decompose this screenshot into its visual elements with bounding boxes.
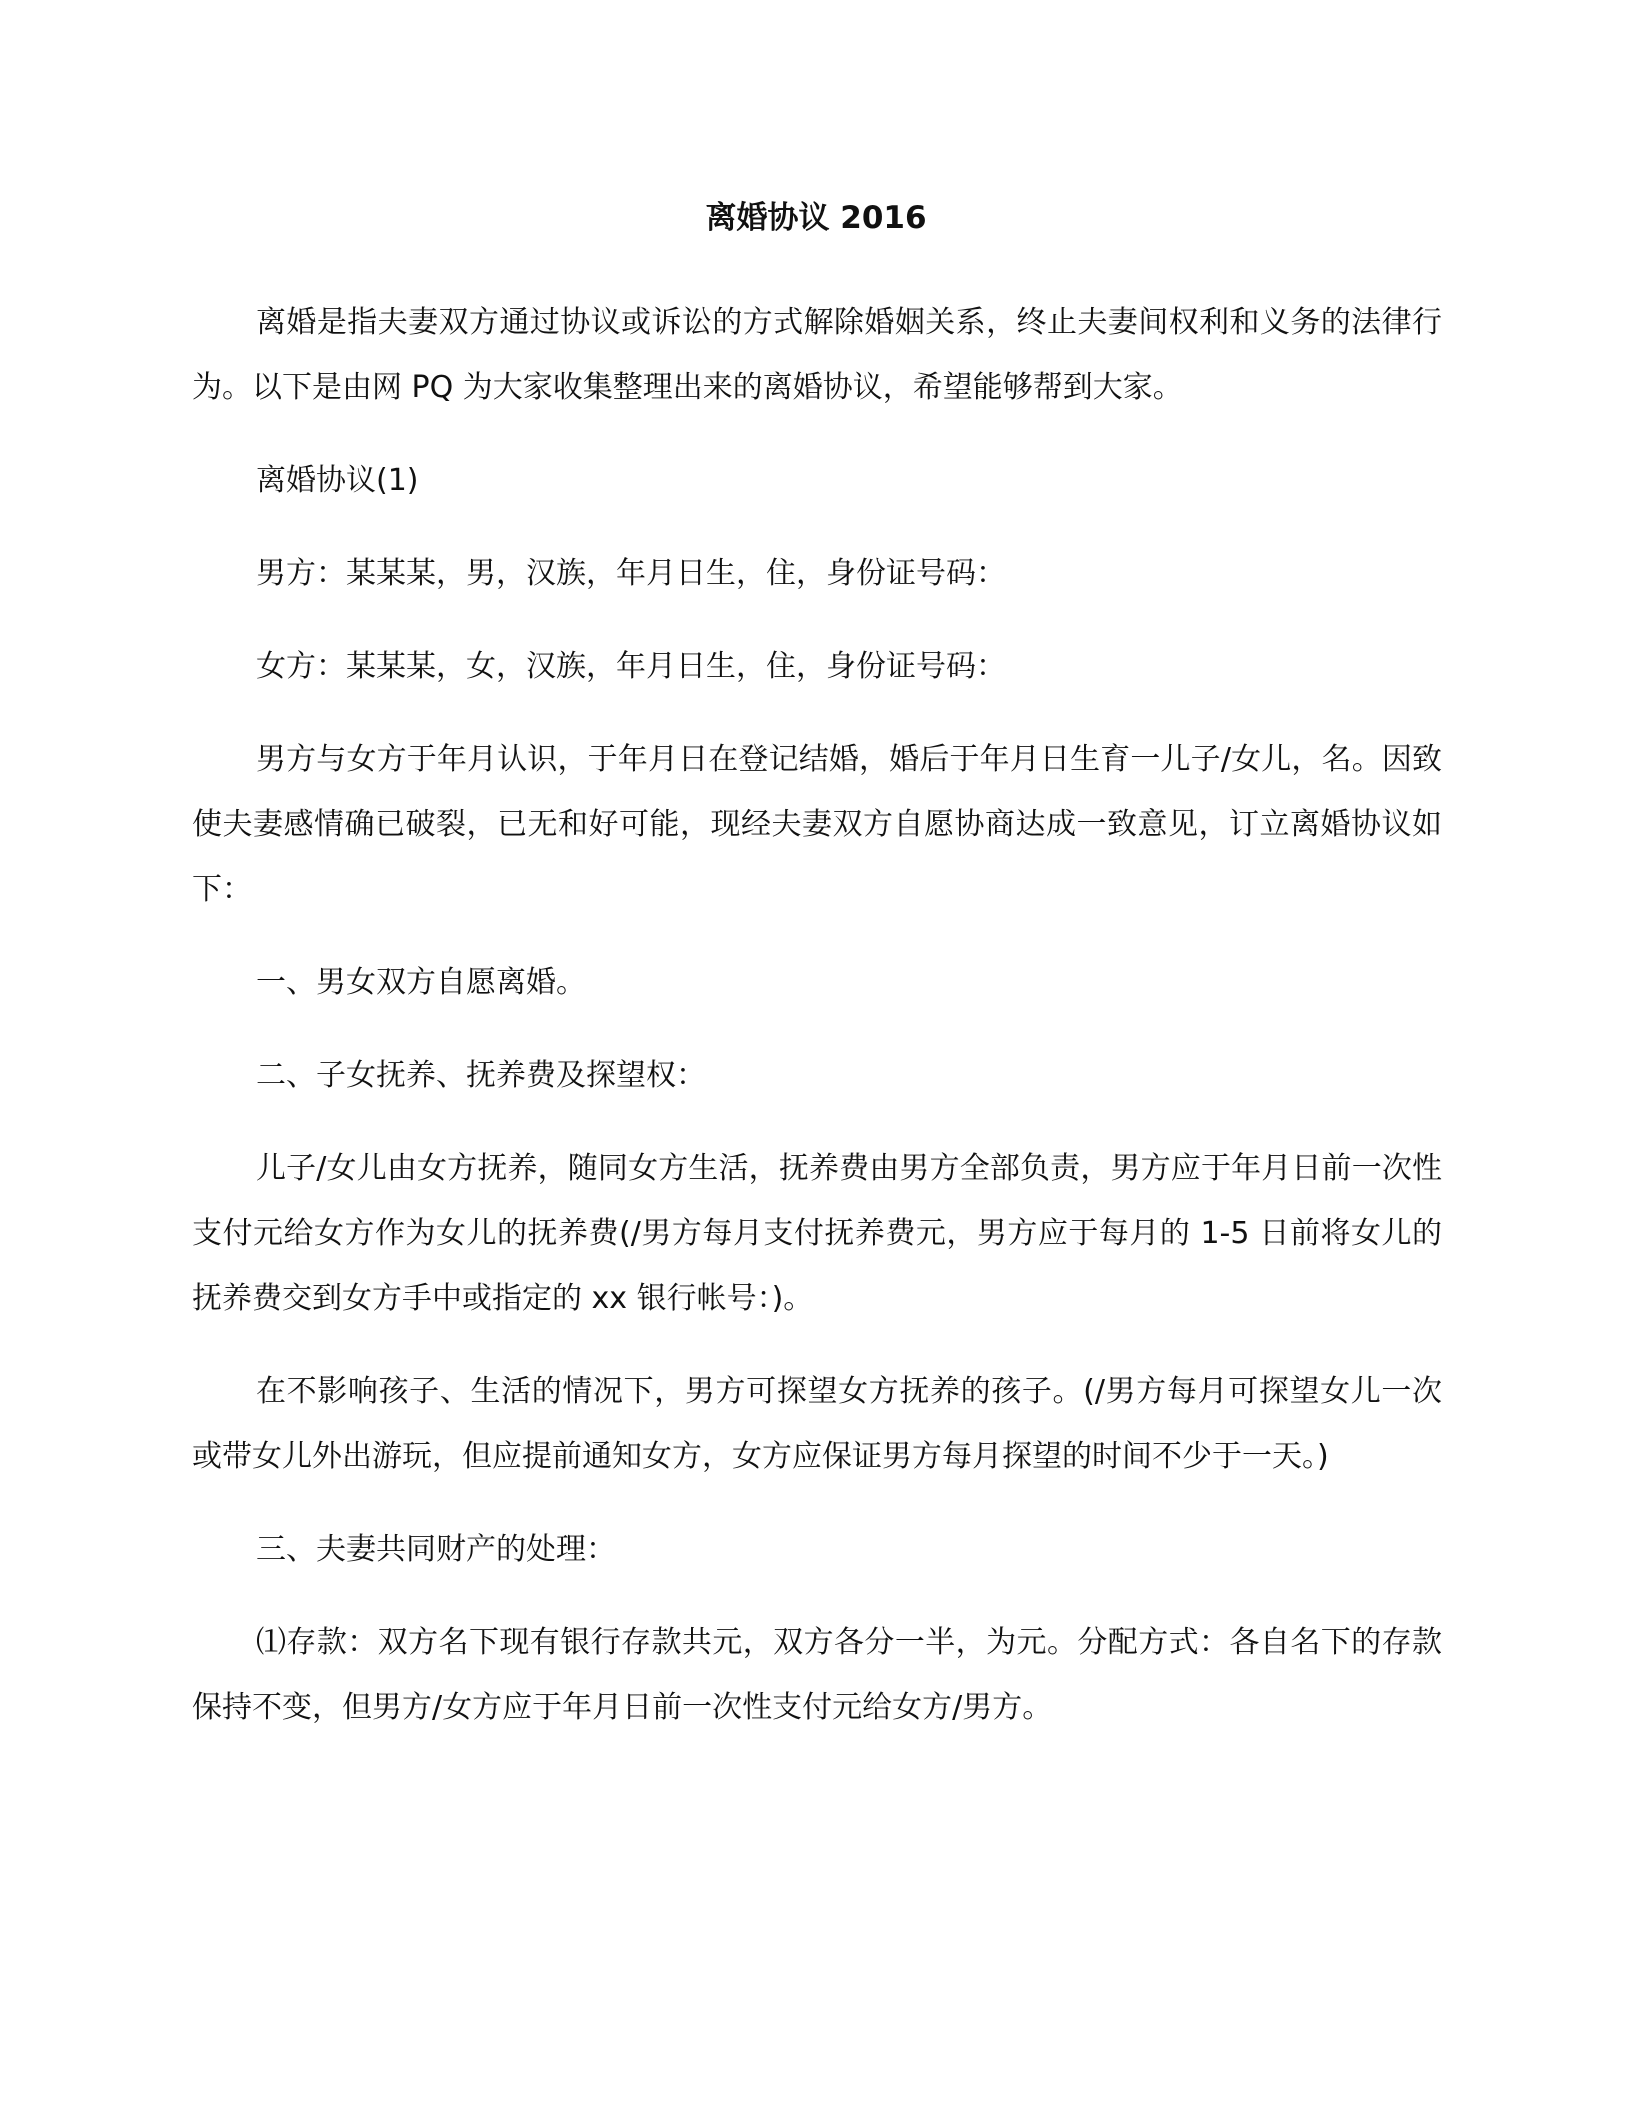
- intro-paragraph: 离婚是指夫妻双方通过协议或诉讼的方式解除婚姻关系，终止夫妻间权利和义务的法律行为。以下是由网 PQ 为大家收集整理出来的离婚协议，希望能够帮到大家。: [192, 305, 1442, 405]
- marriage-background: 男方与女方于年月认识，于年月日在登记结婚，婚后于年月日生育一儿子/女儿，名。因致使夫妻感情确已破裂，已无和好可能，现经夫妻双方自愿协商达成一致意见，订立离婚协议如下：: [192, 742, 1442, 907]
- savings-paragraph: ⑴存款：双方名下现有银行存款共元，双方各分一半，为元。分配方式：各自名下的存款保持不变，但男方/女方应于年月日前一次性支付元给女方/男方。: [192, 1625, 1442, 1725]
- male-party-info: 男方：某某某，男，汉族，年月日生，住，身份证号码：: [256, 556, 1006, 591]
- visitation-paragraph: 在不影响孩子、生活的情况下，男方可探望女方抚养的孩子。(/男方每月可探望女儿一次或带女儿外出游玩，但应提前通知女方，女方应保证男方每月探望的时间不少于一天。): [192, 1374, 1442, 1474]
- document-body: [192, 290, 1442, 1740]
- clause-1-divorce: 一、男女双方自愿离婚。: [256, 965, 586, 1000]
- document-title: 离婚协议 2016: [705, 200, 927, 236]
- clause-3-heading: 三、夫妻共同财产的处理：: [256, 1532, 616, 1567]
- female-party-info: 女方：某某某，女，汉族，年月日生，住，身份证号码：: [256, 649, 1006, 684]
- agreement-heading: 离婚协议(1): [256, 463, 419, 498]
- clause-2-heading: 二、子女抚养、抚养费及探望权：: [256, 1058, 706, 1093]
- child-support-paragraph: 儿子/女儿由女方抚养，随同女方生活，抚养费由男方全部负责，男方应于年月日前一次性支付元给女方作为女儿的抚养费(/男方每月支付抚养费元，男方应于每月的 1-5 日前将女儿的抚养费交到女方手中或指定的 xx 银行帐号：)。: [192, 1151, 1442, 1316]
